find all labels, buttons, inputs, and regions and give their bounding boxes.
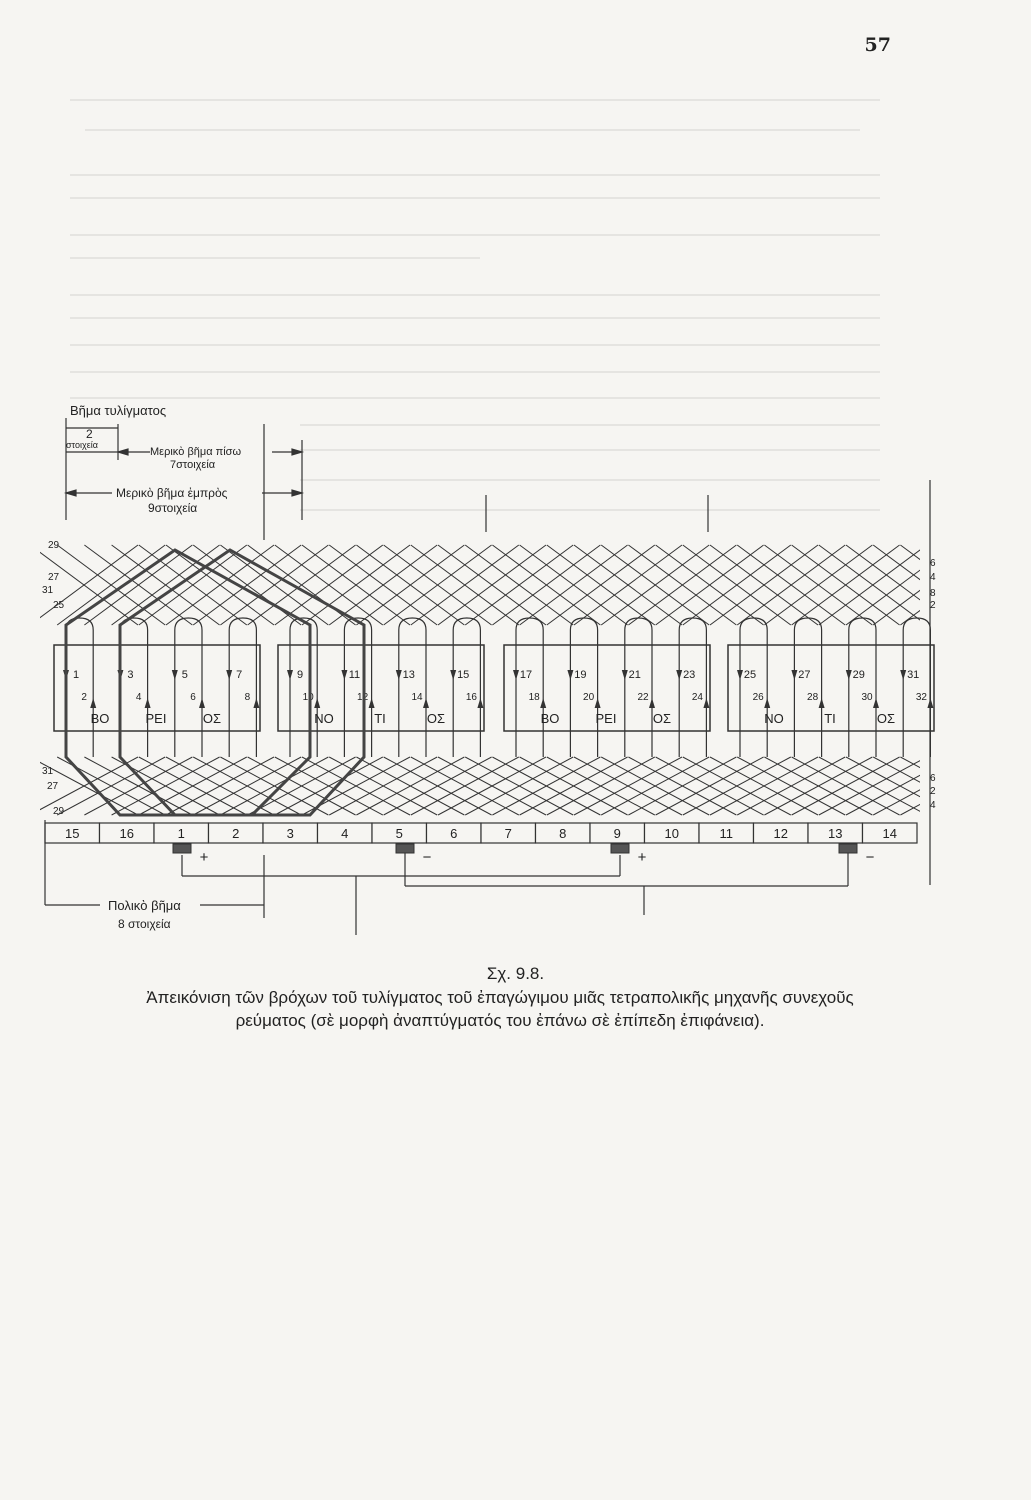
edge-number: 6	[930, 558, 936, 569]
edge-number: 31	[42, 766, 54, 777]
commutator-segment-number: 6	[450, 826, 458, 841]
conductor-number: 23	[683, 669, 696, 681]
winding-crossing-line	[955, 545, 1031, 625]
edge-number: 29	[48, 540, 60, 551]
conductor-number: 4	[135, 692, 142, 703]
commutator-segment-number: 16	[119, 826, 134, 841]
winding-crossing-line	[955, 757, 1031, 815]
current-arrow-icon	[846, 670, 852, 680]
current-arrow-icon	[226, 670, 232, 680]
current-arrow-icon	[145, 698, 151, 708]
current-arrow-icon	[900, 670, 906, 680]
pole-syllable: ΒΟ	[540, 711, 560, 726]
slot-loop	[794, 618, 821, 757]
current-arrow-icon	[172, 670, 178, 680]
winding-crossing-line	[982, 757, 1031, 815]
conductor-number: 32	[915, 692, 927, 703]
conductor-number: 25	[743, 669, 757, 681]
figure-caption-title: Σχ. 9.8.	[486, 964, 545, 983]
edge-number: 27	[47, 781, 59, 792]
conductor-number: 6	[190, 692, 196, 703]
current-arrow-icon	[396, 670, 402, 680]
current-arrow-icon	[314, 698, 320, 708]
pole-syllable: ΟΣ	[876, 711, 896, 726]
conductor-number: 22	[637, 692, 649, 703]
edge-number: 4	[930, 572, 936, 583]
slot-loop	[849, 618, 876, 757]
pole-syllable: ΒΟ	[90, 711, 110, 726]
commutator-segment-number: 2	[232, 826, 240, 841]
current-arrow-icon	[676, 670, 682, 680]
conductor-number: 1	[72, 669, 80, 681]
brush-polarity: +	[637, 849, 647, 866]
slot-loop	[679, 618, 706, 757]
commutator-segment-number: 9	[613, 826, 621, 841]
current-arrow-icon	[873, 698, 879, 708]
current-arrow-icon	[737, 670, 743, 680]
conductor-number: 24	[691, 692, 703, 703]
slot-loop	[516, 618, 543, 757]
partial-back-label: Μερικὸ βῆμα πίσω	[150, 446, 242, 458]
eight-elements-label: 8 στοιχεία	[118, 917, 171, 931]
brush	[611, 844, 629, 853]
edge-number: 6	[930, 773, 936, 784]
pole-syllable: ΟΣ	[202, 711, 222, 726]
conductor-number: 31	[907, 669, 920, 681]
slot-loop	[290, 618, 317, 757]
conductor-number: 26	[752, 692, 764, 703]
current-arrow-icon	[287, 670, 293, 680]
current-arrow-icon	[764, 698, 770, 708]
slot-loop	[344, 618, 371, 757]
conductor-number: 28	[807, 692, 819, 703]
conductor-number: 17	[519, 669, 533, 681]
slot-loop	[120, 618, 147, 757]
partial-front-label: Μερικὸ βῆμα ἐμπρὸς	[116, 486, 228, 500]
conductor-number: 13	[402, 669, 415, 681]
winding-crossing-line	[928, 545, 1031, 625]
pole-syllable: ΡΕΙ	[595, 711, 617, 726]
winding-crossing-line	[928, 545, 1031, 625]
brush-polarity: −	[865, 849, 875, 866]
current-arrow-icon	[819, 698, 825, 708]
pitch-dimensions	[66, 418, 302, 540]
pole-syllable: ΟΣ	[426, 711, 446, 726]
edge-number: 25	[53, 600, 65, 611]
brush	[839, 844, 857, 853]
slot-loop	[453, 618, 480, 757]
conductor-number: 20	[583, 692, 595, 703]
conductor-number: 9	[296, 669, 304, 681]
highlighted-coils	[66, 550, 364, 815]
winding-crossing-line	[955, 545, 1031, 625]
winding-crossing-line	[982, 545, 1031, 625]
commutator-segment-number: 8	[559, 826, 567, 841]
conductor-number: 11	[348, 669, 361, 681]
slot-loop	[570, 618, 597, 757]
commutator-segment-number: 12	[773, 826, 788, 841]
winding-crossing-line	[982, 545, 1031, 625]
current-arrow-icon	[423, 698, 429, 708]
current-arrow-icon	[450, 670, 456, 680]
pole-syllable: ΡΕΙ	[145, 711, 167, 726]
current-arrow-icon	[540, 698, 546, 708]
seven-elements-label: 7στοιχεία	[170, 459, 216, 471]
conductor-number: 15	[457, 669, 470, 681]
pole-syllable: ΤΙ	[824, 711, 836, 726]
conductor-number: 27	[798, 669, 811, 681]
conductor-number: 18	[528, 692, 540, 703]
edge-number: 2	[930, 600, 936, 611]
edge-number: 4	[930, 800, 936, 811]
pole-pitch-label: Πολικὸ βῆμα	[108, 898, 181, 913]
brush-polarity: +	[199, 849, 209, 866]
current-arrow-icon	[567, 670, 573, 680]
conductor-number: 10	[302, 692, 314, 703]
edge-number: 31	[42, 585, 54, 596]
figure-caption-body: Ἀπεικόνιση τῶν βρόχων τοῦ τυλίγματος τοῦ ἐπαγώγιμου μιᾶς τετραπολικῆς μηχανῆς συνεχοῦς ρεύματος (σὲ μορφὴ ἀναπτύγματός του ἐπάνω σὲ ἐπίπεδη ἐπιφάνεια).	[146, 988, 854, 1030]
slot-loop	[740, 618, 767, 757]
current-arrow-icon	[513, 670, 519, 680]
conductor-number: 7	[236, 669, 243, 681]
brush-polarity: −	[422, 849, 432, 866]
edge-number: 8	[930, 588, 936, 599]
pole-syllable: ΝΟ	[764, 711, 784, 726]
conductor-number: 3	[127, 669, 134, 681]
pole-syllable: ΝΟ	[314, 711, 334, 726]
slot-loop	[625, 618, 652, 757]
commutator-segment-number: 14	[882, 826, 897, 841]
conductor-number: 30	[861, 692, 873, 703]
commutator-segment-number: 4	[341, 826, 349, 841]
commutator-segment-number: 11	[719, 826, 733, 841]
current-arrow-icon	[791, 670, 797, 680]
conductor-number: 12	[357, 692, 369, 703]
brush	[396, 844, 414, 853]
current-arrow-icon	[341, 670, 347, 680]
conductor-number: 16	[465, 692, 477, 703]
current-arrow-icon	[199, 698, 205, 708]
two-label: 2	[86, 427, 93, 441]
edge-number: 2	[930, 786, 936, 797]
conductor-number: 5	[181, 669, 188, 681]
conductor-number: 19	[574, 669, 587, 681]
current-arrow-icon	[369, 698, 375, 708]
winding-crossing-line	[928, 757, 1031, 815]
current-arrow-icon	[253, 698, 259, 708]
current-arrow-icon	[90, 698, 96, 708]
page-number: 57	[864, 34, 891, 56]
current-arrow-icon	[703, 698, 709, 708]
conductor-number: 29	[852, 669, 865, 681]
commutator-segment-number: 13	[828, 826, 843, 841]
commutator-segment-number: 3	[286, 826, 294, 841]
winding-pitch-label: Βῆμα τυλίγματος	[70, 403, 167, 418]
winding-crossing-line	[928, 757, 1031, 815]
current-arrow-icon	[649, 698, 655, 708]
slot-loop	[229, 618, 256, 757]
conductor-number: 8	[244, 692, 251, 703]
slot-loop	[399, 618, 426, 757]
conductor-number: 2	[81, 692, 87, 703]
nine-elements-label: 9στοιχεία	[148, 501, 198, 515]
slot-loop	[903, 618, 930, 757]
slot-loop	[175, 618, 202, 757]
edge-number: 29	[53, 806, 65, 817]
brush	[173, 844, 191, 853]
elements-abbrev-label: στοιχεία	[66, 440, 98, 450]
conductor-number: 21	[628, 669, 641, 681]
pole-syllable: ΟΣ	[652, 711, 672, 726]
winding-crossing-line	[982, 757, 1031, 815]
commutator-segment-number: 7	[504, 826, 512, 841]
commutator-segment-number: 10	[664, 826, 679, 841]
edge-number: 27	[48, 572, 60, 583]
current-arrow-icon	[595, 698, 601, 708]
winding-crossing-line	[955, 757, 1031, 815]
current-arrow-icon	[622, 670, 628, 680]
slot-loop	[66, 618, 93, 757]
current-arrow-icon	[477, 698, 483, 708]
pole-syllable: ΤΙ	[374, 711, 386, 726]
commutator-segment-number: 1	[177, 826, 185, 841]
conductor-number: 14	[411, 692, 423, 703]
commutator-segment-number: 5	[395, 826, 403, 841]
commutator-segment-number: 15	[65, 826, 80, 841]
